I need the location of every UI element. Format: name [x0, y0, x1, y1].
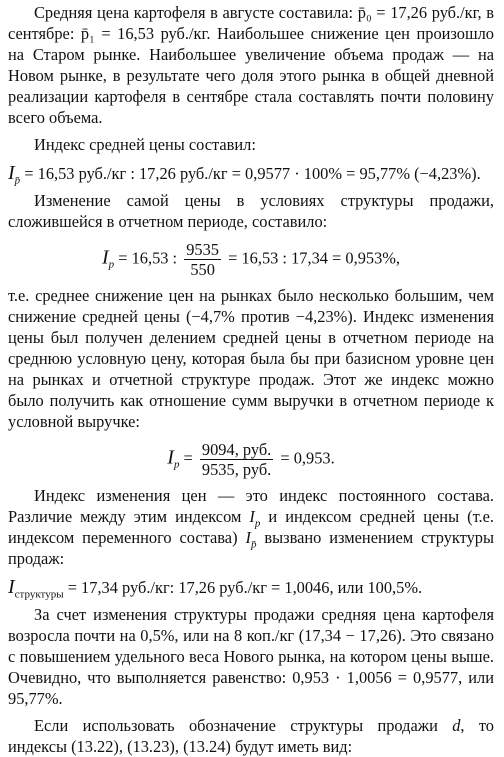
formula-symbol: I: [8, 162, 15, 184]
formula-subscript: структуры: [14, 588, 64, 601]
fraction-numerator: 9535: [186, 240, 219, 259]
fraction-denominator: 550: [190, 260, 215, 279]
paragraph-price-index-explanation: т.е. среднее снижение цен на рынках было несколько большим, чем снижение средней цены (−4,7% против −4,23%). Индекс изменения цены был получен делением средней цены в отчетном периоде на среднюю условную цену, которая была бы при базисном уровне цен на рынках и отчетной структуре продаж. Этот же индекс можно было получить как отношение сумм выручки в отчетном периоде к условной выручке:: [8, 286, 494, 431]
inline-symbol: I: [245, 528, 251, 547]
text-segment: и индексом средней цены (т.е. индексом переменного состава): [8, 507, 494, 547]
formula-expression: = 17,34 руб./кг: 17,26 руб./кг = 1,0046, или 100,5%.: [67, 578, 423, 597]
formula-price-index: [8, 240, 494, 279]
text-segment: Если использовать обозначение структуры продажи: [34, 716, 453, 735]
fraction-denominator: 9535, руб.: [201, 460, 272, 479]
formula-symbol: I: [101, 246, 109, 269]
inline-subscript: p: [254, 517, 261, 530]
formula-structure-index: [8, 576, 494, 601]
formula-symbol: I: [167, 446, 174, 469]
formula-prefix: = 16,53 :: [118, 248, 178, 268]
paragraph-constant-composition: [8, 485, 494, 569]
paragraph-notation: [8, 715, 494, 757]
paragraph-average-price-index: Индекс средней цены составил:: [34, 135, 256, 154]
paragraph-price-change: Изменение самой цены в условиях структуры продажи, сложившейся в отчетном периоде, составило:: [8, 191, 494, 231]
formula-subscript: p̄: [14, 174, 21, 187]
fraction: [200, 440, 273, 479]
formula-revenue-index: [8, 440, 494, 479]
formula-suffix: = 16,53 : 17,34 = 0,953%,: [228, 248, 401, 268]
paragraph-structure-effect: За счет изменения структуры продажи средняя цена картофеля возросла почти на 0,5%, или на 8 коп./кг (17,34 − 17,26). Это связано с повышением удельного веса Нового рынка, на котором цены выше. Очевидно, что выполняется равенство: 0,953 · 1,0056 = 0,9577, или 95,77%.: [8, 605, 494, 708]
formula-prefix: =: [183, 448, 193, 468]
inline-symbol: d: [452, 716, 461, 735]
text-segment: Индекс изменения цен — это индекс постоянного состава. Различие между этим индексом: [8, 486, 494, 526]
formula-suffix: = 0,953.: [280, 448, 335, 468]
text-segment: , то индексы (13.22), (13.23), (13.24) будут иметь вид:: [8, 716, 494, 756]
fraction: [184, 240, 221, 279]
formula-subscript: p: [173, 458, 180, 471]
text-segment: вызвано изменением структуры продаж:: [8, 528, 494, 568]
formula-average-price-index: [8, 162, 494, 187]
formula-expression: = 16,53 руб./кг : 17,26 руб./кг = 0,9577 · 100% = 95,77% (−4,23%).: [24, 164, 481, 183]
inline-symbol: I: [249, 507, 255, 526]
paragraph-average-price: Средняя цена картофеля в августе составила: p̄₀ = 17,26 руб./кг, в сентябре: p̄₁ = 16,53 руб./кг. Наибольшее снижение цен произошло на Старом рынке. Наибольшее увеличение объема продаж — на Новом рынке, в результате чего доля этого рынка в общей дневной реализации картофеля в сентябре стала составлять почти половину всего объема.: [8, 3, 494, 127]
inline-subscript: p̄: [250, 538, 257, 551]
fraction-numerator: 9094, руб.: [201, 440, 272, 459]
formula-subscript: p: [108, 258, 115, 271]
formula-symbol: I: [8, 576, 15, 598]
